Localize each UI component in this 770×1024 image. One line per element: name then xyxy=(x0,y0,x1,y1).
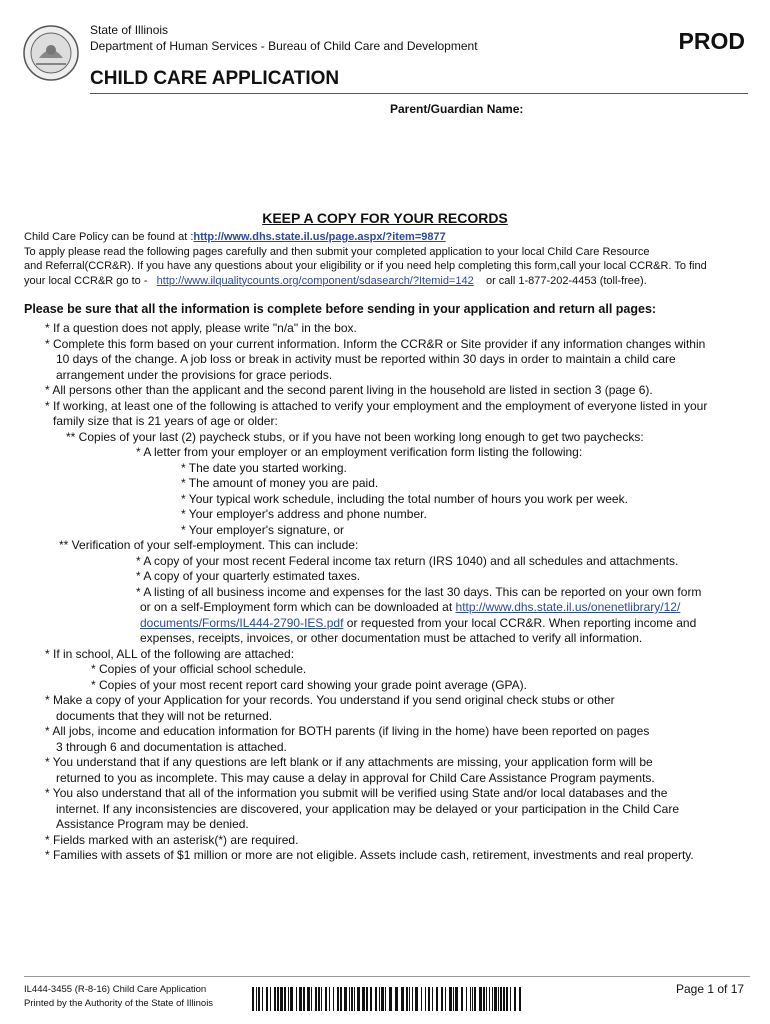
list-item xyxy=(140,616,770,632)
list-item: * Fields marked with an asterisk(*) are required. xyxy=(45,832,299,847)
selfemp-text-2: or requested from your local CCR&R. When reporting income and xyxy=(346,615,697,630)
instructions-heading: Please be sure that all the information is complete before sending in your application and return all pages: xyxy=(24,302,657,316)
intro-block xyxy=(24,230,754,288)
barcode-bar xyxy=(415,987,418,1011)
barcode-bar xyxy=(421,987,422,1011)
list-item: * The date you started working. xyxy=(181,460,347,475)
barcode-bar xyxy=(445,987,446,1011)
barcode-bar xyxy=(277,987,279,1011)
barcode-bar xyxy=(299,987,302,1011)
intro-line-4-suffix: or call 1-877-202-4453 (toll-free). xyxy=(485,274,647,287)
list-item: * Your employer's signature, or xyxy=(181,522,345,537)
barcode-bar xyxy=(270,987,271,1011)
prod-badge: PROD xyxy=(678,28,745,54)
barcode-bar xyxy=(337,987,339,1011)
footer-divider xyxy=(24,976,750,977)
barcode-bar xyxy=(409,987,410,1011)
list-item: * If working, at least one of the following is attached to verify your employment and the employment of everyone listed in your xyxy=(45,398,708,413)
barcode-bar xyxy=(381,987,384,1011)
barcode-bar xyxy=(425,987,426,1011)
list-item: * The amount of money you are paid. xyxy=(181,476,379,490)
list-item: * If a question does not apply, please write "n/a" in the box. xyxy=(45,321,357,335)
barcode-bar xyxy=(370,987,372,1011)
barcode-bar xyxy=(406,987,408,1011)
barcode-bar xyxy=(321,987,322,1011)
selfemp-form-link-2[interactable]: documents/Forms/IL444-2790-IES.pdf xyxy=(140,615,344,630)
barcode-bar xyxy=(412,987,413,1011)
list-item: internet. If any inconsistencies are discovered, your application may be delayed or your participation in the Child Care xyxy=(56,801,680,816)
list-item: arrangement under the provisions for grace periods. xyxy=(56,367,333,382)
instruction-list xyxy=(0,321,770,864)
header-divider xyxy=(90,93,748,94)
barcode-bar xyxy=(449,987,452,1011)
barcode-bar xyxy=(461,987,463,1011)
barcode-bar xyxy=(288,987,289,1011)
parent-guardian-label: Parent/Guardian Name: xyxy=(390,102,524,116)
list-item: * A letter from your employer or an employment verification form listing the following: xyxy=(136,445,583,459)
printed-by: Printed by the Authority of the State of Illinois xyxy=(24,998,214,1009)
list-item: * A copy of your quarterly estimated taxes. xyxy=(136,569,361,583)
page-number: Page 1 of 17 xyxy=(676,982,745,996)
list-item: returned to you as incomplete. This may cause a delay in approval for Child Care Assistance Program payments. xyxy=(56,770,655,785)
list-item: * Families with assets of $1 million or more are not eligible. Assets include cash, retirement, investments and real property. xyxy=(45,848,694,862)
list-item: * Your employer's address and phone number. xyxy=(181,507,427,521)
barcode-bar xyxy=(296,987,297,1011)
list-item: family size that is 21 years of age or older: xyxy=(53,414,278,428)
barcode-bar xyxy=(470,987,471,1011)
list-item: ** Verification of your self-employment. This can include: xyxy=(59,538,359,552)
barcode-bar xyxy=(483,987,485,1011)
barcode-bar xyxy=(492,987,493,1011)
state-name: State of Illinois xyxy=(90,23,169,37)
barcode-bar xyxy=(290,987,293,1011)
barcode-bar xyxy=(262,987,263,1011)
barcode-bar xyxy=(436,987,438,1011)
barcode-bar xyxy=(329,987,330,1011)
intro-line-2: To apply please read the following pages carefully and then submit your completed application to your local Child Care Resource xyxy=(24,245,650,258)
list-item: ** Copies of your last (2) paycheck stubs, or if you have not been working long enough to get two paychecks: xyxy=(66,429,644,444)
barcode-bar xyxy=(455,987,458,1011)
barcode-bar xyxy=(432,987,433,1011)
barcode-bar xyxy=(441,987,443,1011)
selfemp-text: or on a self-Employment form which can be downloaded at xyxy=(140,600,453,614)
barcode-bar xyxy=(362,987,365,1011)
list-item: * All persons other than the applicant and the second parent living in the household are listed in section 3 (page 6). xyxy=(45,383,653,397)
list-item: * Copies of your most recent report card showing your grade point average (GPA). xyxy=(91,677,527,692)
barcode-bar xyxy=(514,987,516,1011)
barcode-bar xyxy=(284,987,286,1011)
form-id: IL444-3455 (R-8-16) Child Care Application xyxy=(24,984,207,995)
barcode-bar xyxy=(503,987,505,1011)
barcode-bar xyxy=(258,987,260,1011)
barcode xyxy=(252,987,522,1011)
barcode-bar xyxy=(472,987,473,1011)
barcode-bar xyxy=(428,987,430,1011)
barcode-bar xyxy=(519,987,521,1011)
barcode-bar xyxy=(315,987,317,1011)
footer-left xyxy=(24,983,213,1011)
barcode-bar xyxy=(379,987,380,1011)
list-item: 10 days of the change. A job loss or break in activity must be reported within 30 days in order to maintain a child care xyxy=(56,352,676,366)
state-seal-logo xyxy=(22,24,80,82)
barcode-bar xyxy=(479,987,482,1011)
barcode-bar xyxy=(340,987,342,1011)
barcode-bar xyxy=(395,987,398,1011)
intro-line-4-prefix: your local CCR&R go to - xyxy=(24,274,148,287)
barcode-bar xyxy=(401,987,404,1011)
barcode-bar xyxy=(344,987,347,1011)
barcode-bar xyxy=(500,987,502,1011)
list-item: 3 through 6 and documentation is attached. xyxy=(56,739,287,754)
list-item: * You also understand that all of the information you submit will be verified using State and/or local databases and the xyxy=(45,786,668,800)
barcode-bar xyxy=(325,987,327,1011)
barcode-bar xyxy=(280,987,283,1011)
keep-copy-heading: KEEP A COPY FOR YOUR RECORDS xyxy=(262,210,508,226)
selfemp-form-link-1[interactable]: http://www.dhs.state.il.us/onenetlibrary/12/ xyxy=(455,600,681,614)
barcode-bar xyxy=(466,987,467,1011)
barcode-bar xyxy=(375,987,377,1011)
barcode-bar xyxy=(266,987,268,1011)
list-item: * All jobs, income and education information for BOTH parents (if living in the home) have been reported on pages xyxy=(45,724,650,738)
list-item: * You understand that if any questions are left blank or if any attachments are missing, your application form will be xyxy=(45,755,653,769)
list-item: Assistance Program may be denied. xyxy=(56,817,249,831)
list-item: documents that they will not be returned. xyxy=(56,708,273,723)
barcode-bar xyxy=(274,987,276,1011)
list-item: * A listing of all business income and expenses for the last 30 days. This can be reported on your own form xyxy=(136,584,702,599)
barcode-bar xyxy=(506,987,508,1011)
page-title: CHILD CARE APPLICATION xyxy=(90,68,340,89)
barcode-bar xyxy=(357,987,360,1011)
list-item: * If in school, ALL of the following are attached: xyxy=(45,646,295,661)
list-item: expenses, receipts, invoices, or other documentation must be attached to verify all information. xyxy=(140,631,643,645)
department-name: Department of Human Services - Bureau of Child Care and Development xyxy=(90,39,478,53)
policy-prefix: Child Care Policy can be found at : xyxy=(24,231,194,243)
barcode-bar xyxy=(303,987,305,1011)
barcode-bar xyxy=(333,987,334,1011)
barcode-bar xyxy=(385,987,386,1011)
ccrr-search-link[interactable]: http://www.ilqualitycounts.org/component/sdasearch/?Itemid=142 xyxy=(156,274,474,287)
list-item xyxy=(140,600,770,616)
barcode-bar xyxy=(354,987,355,1011)
barcode-bar xyxy=(474,987,476,1011)
barcode-bar xyxy=(307,987,310,1011)
barcode-bar xyxy=(351,987,353,1011)
barcode-bar xyxy=(389,987,392,1011)
barcode-bar xyxy=(494,987,497,1011)
barcode-bar xyxy=(366,987,368,1011)
barcode-bar xyxy=(486,987,487,1011)
barcode-bar xyxy=(318,987,320,1011)
list-item: * Complete this form based on your current information. Inform the CCR&R or Site provider if any information changes within xyxy=(45,336,706,351)
list-item: * Make a copy of your Application for your records. You understand if you send original check stubs or other xyxy=(45,693,615,707)
list-item: * Copies of your official school schedule. xyxy=(91,662,307,676)
barcode-bar xyxy=(349,987,350,1011)
barcode-bar xyxy=(453,987,454,1011)
policy-link[interactable]: http://www.dhs.state.il.us/page.aspx/?item=9877 xyxy=(193,231,446,243)
intro-line-3: and Referral(CCR&R). If you have any questions about your eligibility or if you need help completing this form,call your local CCR&R. To find xyxy=(24,260,707,272)
list-item: * Your typical work schedule, including the total number of hours you work per week. xyxy=(181,491,628,506)
barcode-bar xyxy=(489,987,490,1011)
barcode-bar xyxy=(256,987,257,1011)
barcode-bar xyxy=(252,987,254,1011)
barcode-bar xyxy=(510,987,511,1011)
list-item: * A copy of your most recent Federal income tax return (IRS 1040) and all schedules and attachments. xyxy=(136,553,679,568)
barcode-bar xyxy=(498,987,499,1011)
barcode-bar xyxy=(311,987,312,1011)
